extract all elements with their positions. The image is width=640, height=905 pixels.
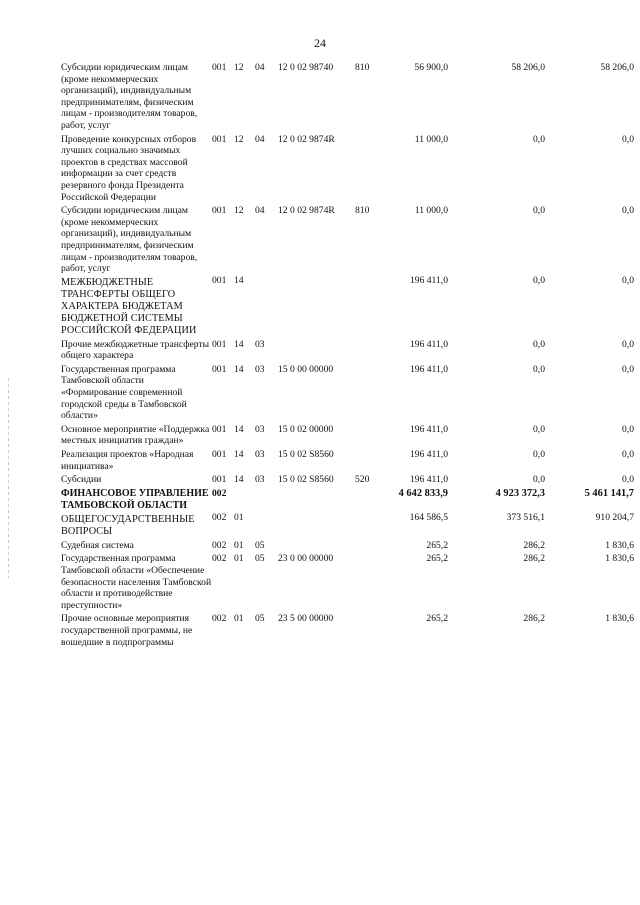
target-article-code — [278, 275, 355, 337]
ministry-code: 001 — [212, 205, 227, 217]
budget-table-body — [61, 62, 634, 648]
amount-year-2: 58 206,0 — [511, 62, 545, 73]
amount-year-2: 4 923 372,3 — [495, 487, 545, 499]
row-name: Прочие межбюджетные трансферты общего характера — [61, 338, 210, 362]
amount-year-2: 0,0 — [533, 423, 545, 435]
amount-year-2: 0,0 — [533, 274, 545, 286]
expense-type-code — [355, 512, 385, 538]
amount-year-1: 196 411,0 — [409, 474, 448, 486]
amount-year-3: 0,0 — [622, 449, 634, 461]
subsection-code: 03 — [255, 474, 265, 486]
expense-type-code — [355, 538, 385, 552]
target-article-code: 23 0 00 00000 — [278, 553, 334, 565]
amount-year-1: 196 411,0 — [409, 449, 448, 461]
expense-type-code — [355, 422, 385, 447]
target-article-code: 12 0 02 98740 — [278, 62, 334, 73]
table-row — [61, 447, 634, 472]
amount-year-2: 0,0 — [533, 133, 545, 145]
table-row — [61, 551, 634, 611]
section-code: 12 — [234, 133, 244, 145]
ministry-code: 001 — [212, 338, 227, 350]
amount-year-3: 1 830,6 — [605, 539, 634, 551]
subsection-code — [255, 486, 278, 512]
ministry-code: 001 — [212, 62, 227, 73]
section-code — [234, 486, 255, 512]
row-name: Основное мероприятие «Поддержка местных инициатив граждан» — [61, 423, 210, 447]
amount-year-3: 0,0 — [622, 423, 634, 435]
section-code: 14 — [234, 338, 244, 350]
row-name: Судебная система — [61, 539, 134, 551]
subsection-code: 03 — [255, 363, 265, 375]
amount-year-1: 196 411,0 — [409, 363, 448, 375]
table-row — [61, 538, 634, 552]
amount-year-2: 0,0 — [533, 363, 545, 375]
row-name: ФИНАНСОВОЕ УПРАВЛЕНИЕ ТАМБОВСКОЙ ОБЛАСТИ — [61, 487, 209, 511]
subsection-code: 04 — [255, 62, 265, 73]
expense-type-code — [355, 362, 385, 422]
expense-type-code — [355, 486, 385, 512]
amount-year-3: 0,0 — [622, 474, 634, 486]
table-row — [61, 362, 634, 422]
subsection-code: 05 — [255, 553, 265, 565]
expense-type-code: 810 — [355, 62, 370, 73]
amount-year-3: 910 204,7 — [595, 511, 634, 523]
target-article-code — [278, 337, 355, 362]
ministry-code: 001 — [212, 274, 227, 286]
target-article-code: 15 0 00 00000 — [278, 363, 334, 375]
amount-year-3: 0,0 — [622, 274, 634, 286]
table-row — [61, 422, 634, 447]
amount-year-2: 286,2 — [523, 553, 545, 565]
ministry-code: 001 — [212, 449, 227, 461]
expense-type-code — [355, 551, 385, 611]
ministry-code: 002 — [212, 553, 227, 565]
ministry-code: 002 — [212, 539, 227, 551]
amount-year-2: 0,0 — [533, 449, 545, 461]
amount-year-3: 1 830,6 — [605, 553, 634, 565]
amount-year-3: 1 830,6 — [605, 613, 634, 625]
amount-year-2: 286,2 — [523, 613, 545, 625]
table-row — [61, 486, 634, 512]
target-article-code — [278, 486, 355, 512]
subsection-code: 04 — [255, 205, 265, 217]
amount-year-2: 373 516,1 — [506, 511, 545, 523]
subsection-code: 05 — [255, 539, 265, 551]
amount-year-3: 0,0 — [622, 338, 634, 350]
ministry-code: 002 — [212, 613, 227, 625]
expense-type-code — [355, 611, 385, 648]
row-name: Реализация проектов «Народная инициатива» — [61, 449, 194, 472]
amount-year-1: 11 000,0 — [414, 133, 448, 145]
row-name: Субсидии — [61, 474, 102, 486]
amount-year-3: 58 206,0 — [600, 62, 634, 73]
amount-year-2: 0,0 — [533, 338, 545, 350]
ministry-code: 001 — [212, 474, 227, 486]
table-row — [61, 203, 634, 275]
target-article-code: 12 0 02 9874R — [278, 205, 335, 217]
row-name: МЕЖБЮДЖЕТНЫЕ ТРАНСФЕРТЫ ОБЩЕГО ХАРАКТЕРА БЮДЖЕТАМ БЮДЖЕТНОЙ СИСТЕМЫ РОССИЙСКОЙ ФЕДЕРАЦИИ — [61, 276, 197, 336]
subsection-code — [255, 512, 278, 538]
target-article-code: 15 0 02 S8560 — [278, 474, 334, 486]
amount-year-1: 196 411,0 — [409, 338, 448, 350]
section-code: 01 — [234, 553, 244, 565]
subsection-code: 03 — [255, 338, 265, 350]
section-code: 01 — [234, 511, 244, 523]
amount-year-1: 265,2 — [426, 553, 448, 565]
section-code: 12 — [234, 62, 244, 73]
expense-type-code — [355, 337, 385, 362]
amount-year-3: 0,0 — [622, 133, 634, 145]
amount-year-1: 56 900,0 — [414, 62, 448, 73]
budget-table — [61, 62, 634, 648]
subsection-code — [255, 275, 278, 337]
target-article-code: 23 5 00 00000 — [278, 613, 334, 625]
row-name: Субсидии юридическим лицам (кроме некоммерческих организаций), индивидуальным предпринимателям, физическим лицам - производителям товаров, работ, услуг — [61, 205, 198, 275]
target-article-code: 15 0 02 S8560 — [278, 449, 334, 461]
table-row — [61, 611, 634, 648]
amount-year-2: 286,2 — [523, 539, 545, 551]
subsection-code: 05 — [255, 613, 265, 625]
ministry-code: 001 — [212, 423, 227, 435]
table-row — [61, 132, 634, 204]
row-name: Государственная программа Тамбовской области «Формирование современной городской среды в Тамбовской области» — [61, 363, 187, 422]
row-name: Проведение конкурсных отборов лучших социально значимых проектов в средствах массовой информации за счет средств резервного фонда Президента Российской Федерации — [61, 133, 197, 203]
ministry-code: 002 — [212, 511, 227, 523]
section-code: 12 — [234, 205, 244, 217]
target-article-code — [278, 538, 355, 552]
ministry-code: 001 — [212, 363, 227, 375]
row-name: Субсидии юридическим лицам (кроме некоммерческих организаций), индивидуальным предпринимателям, физическим лицам - производителям товаров, работ, услуг — [61, 62, 198, 131]
expense-type-code — [355, 132, 385, 204]
table-row — [61, 512, 634, 538]
amount-year-3: 0,0 — [622, 363, 634, 375]
amount-year-1: 196 411,0 — [409, 423, 448, 435]
target-article-code: 12 0 02 9874R — [278, 133, 335, 145]
expense-type-code: 810 — [355, 205, 370, 217]
table-row — [61, 62, 634, 132]
subsection-code: 03 — [255, 449, 265, 461]
amount-year-1: 164 586,5 — [409, 511, 448, 523]
row-name: ОБЩЕГОСУДАРСТВЕННЫЕ ВОПРОСЫ — [61, 513, 195, 537]
amount-year-1: 4 642 833,9 — [398, 487, 448, 499]
target-article-code — [278, 512, 355, 538]
margin-artifact — [8, 378, 9, 578]
ministry-code: 002 — [212, 487, 227, 499]
section-code: 01 — [234, 613, 244, 625]
table-row — [61, 472, 634, 486]
table-row — [61, 337, 634, 362]
section-code: 14 — [234, 449, 244, 461]
expense-type-code: 520 — [355, 474, 370, 486]
amount-year-1: 11 000,0 — [414, 205, 448, 217]
subsection-code: 03 — [255, 423, 265, 435]
expense-type-code — [355, 275, 385, 337]
amount-year-1: 265,2 — [426, 613, 448, 625]
ministry-code: 001 — [212, 133, 227, 145]
section-code: 14 — [234, 423, 244, 435]
expense-type-code — [355, 447, 385, 472]
amount-year-3: 0,0 — [622, 205, 634, 217]
amount-year-1: 196 411,0 — [409, 274, 448, 286]
subsection-code: 04 — [255, 133, 265, 145]
target-article-code: 15 0 02 00000 — [278, 423, 334, 435]
section-code: 14 — [234, 363, 244, 375]
amount-year-2: 0,0 — [533, 474, 545, 486]
row-name: Прочие основные мероприятия государственной программы, не вошедшие в подпрограммы — [61, 613, 193, 648]
section-code: 14 — [234, 474, 244, 486]
section-code: 14 — [234, 274, 244, 286]
page-number: 24 — [314, 36, 326, 50]
section-code: 01 — [234, 539, 244, 551]
row-name: Государственная программа Тамбовской области «Обеспечение безопасности населения Тамбовской области и противодействие преступности» — [61, 553, 212, 611]
table-row — [61, 275, 634, 337]
amount-year-3: 5 461 141,7 — [584, 487, 634, 499]
amount-year-2: 0,0 — [533, 205, 545, 217]
amount-year-1: 265,2 — [426, 539, 448, 551]
